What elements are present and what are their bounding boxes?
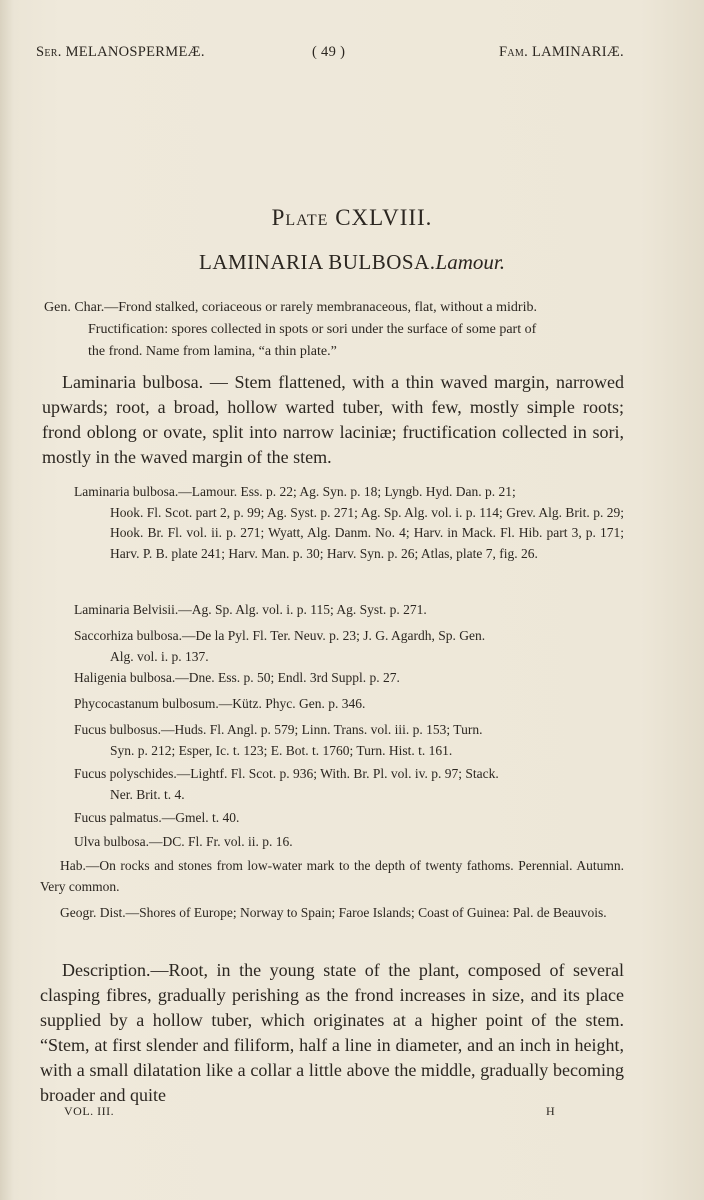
gen-char-line-2: Fructification: spores collected in spots or sori under the surface of some part of	[88, 322, 537, 337]
synonym-citation: Fucus palmatus.—Gmel. t. 40.	[74, 810, 240, 825]
synonym-entry	[74, 482, 624, 564]
running-header-series: Ser. MELANOSPERMEÆ.	[36, 44, 205, 60]
generic-character	[0, 297, 704, 363]
synonym-entry	[74, 626, 624, 667]
synonym-entry	[74, 720, 624, 761]
synonym-entry	[74, 832, 624, 853]
geographic-distribution: Geogr. Dist.—Shores of Europe; Norway to Spain; Faroe Islands; Coast of Guinea: Pal. de Beauvois.	[60, 905, 607, 920]
plate-title: Plate CXLVIII.	[271, 205, 433, 230]
synonym-citation-continued: Syn. p. 212; Esper, Ic. t. 123; E. Bot. t. 1760; Turn. Hist. t. 161.	[110, 742, 453, 758]
synonym-entry	[74, 600, 624, 621]
signature-volume: VOL. III.	[64, 1104, 115, 1118]
habitat: Hab.—On rocks and stones from low-water mark to the depth of twenty fathoms. Perennial. Autumn. Very common.	[40, 858, 624, 894]
species-name: LAMINARIA BULBOSA.	[199, 250, 436, 274]
synonym-citation: Fucus bulbosus.—Huds. Fl. Angl. p. 579; Linn. Trans. vol. iii. p. 153; Turn.	[74, 722, 483, 737]
synonym-citation: Phycocastanum bulbosum.—Kütz. Phyc. Gen. p. 346.	[74, 696, 366, 711]
synonym-entry	[74, 694, 624, 715]
synonym-entry	[74, 668, 624, 689]
synonym-citation: Fucus polyschides.—Lightf. Fl. Scot. p. 936; With. Br. Pl. vol. iv. p. 97; Stack.	[74, 766, 499, 781]
page-number: ( 49 )	[312, 44, 346, 60]
species-author: Lamour.	[435, 250, 505, 274]
synonym-entry	[74, 764, 624, 805]
species-heading	[0, 250, 704, 275]
synonym-citation-continued: Hook. Fl. Scot. part 2, p. 99; Ag. Syst. p. 271; Ag. Sp. Alg. vol. i. p. 114; Grev. Alg. Brit. p. 29; Hook. Br. Fl. vol. ii. p. 271; Wyatt, Alg. Danm. No. 4; Harv. in Mack. Fl. Hib. part 3, p. 171; Harv. P. B. plate 241; Harv. Man. p. 30; Harv. Syn. p. 26; Atlas, plate 7, fig. 26.	[110, 504, 624, 561]
description: Description.—Root, in the young state of the plant, composed of several clasping fibres, gradually perishing as the frond increases in size, and its place supplied by a hollow tuber, which originates at a higher point of the stem. “Stem, at first slender and filiform, half a line in diameter, and an inch in height, with a small dilatation like a collar a little above the middle, gradually becoming broader and quite	[40, 960, 624, 1105]
gen-char-line-1: Gen. Char.—Frond stalked, coriaceous or rarely membranaceous, flat, without a midrib.	[44, 300, 537, 315]
synonym-citation: Haligenia bulbosa.—Dne. Ess. p. 50; Endl. 3rd Suppl. p. 27.	[74, 670, 400, 685]
synonym-citation: Saccorhiza bulbosa.—De la Pyl. Fl. Ter. Neuv. p. 23; J. G. Agardh, Sp. Gen.	[74, 628, 486, 643]
synonym-citation-continued: Alg. vol. i. p. 137.	[110, 648, 209, 664]
species-diagnosis: Laminaria bulbosa. — Stem flattened, with a thin waved margin, narrowed upwards; root, a broad, hollow warted tuber, with few, mostly simple roots; frond oblong or ovate, split into narrow laciniæ; fructification collected in sori, mostly in the waved margin of the stem.	[42, 372, 624, 467]
synonym-citation: Ulva bulbosa.—DC. Fl. Fr. vol. ii. p. 16.	[74, 834, 293, 849]
synonym-entry	[74, 808, 624, 829]
signature-mark: H	[546, 1104, 556, 1118]
running-header-family: Fam. LAMINARIÆ.	[499, 44, 624, 60]
synonym-citation-continued: Ner. Brit. t. 4.	[110, 786, 185, 802]
synonym-citation: Laminaria bulbosa.—Lamour. Ess. p. 22; Ag. Syn. p. 18; Lyngb. Hyd. Dan. p. 21;	[74, 484, 516, 499]
synonym-citation: Laminaria Belvisii.—Ag. Sp. Alg. vol. i. p. 115; Ag. Syst. p. 271.	[74, 602, 427, 617]
gen-char-line-3: the frond. Name from lamina, “a thin plate.”	[88, 344, 337, 359]
